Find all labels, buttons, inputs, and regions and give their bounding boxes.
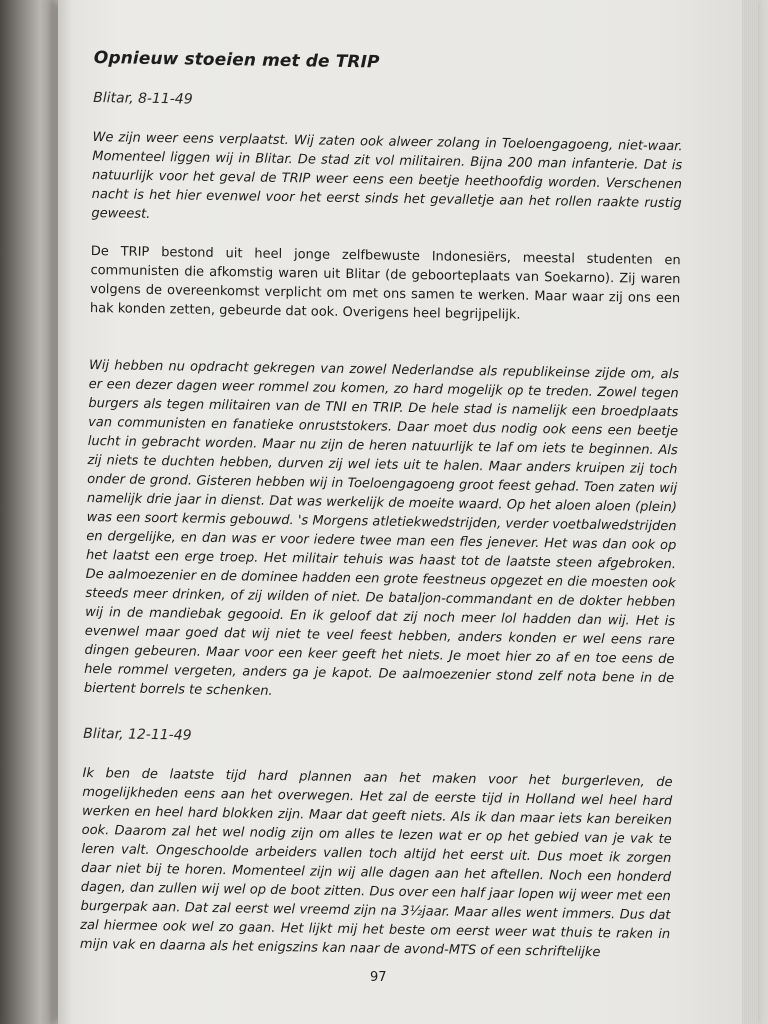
page-edges [742, 0, 758, 1024]
chapter-title: Opnieuw stoeien met de TRIP [93, 48, 380, 73]
entry-date: Blitar, 12-11-49 [83, 725, 192, 744]
page-number: 97 [370, 970, 387, 985]
paragraph: Ik ben de laatste tijd hard plannen aan het maken voor het burgerleven, de mogelijkheden eens aan het overwegen. Het zal de eerste tijd in Holland wel heel hard werken en heel hard blokken zijn. Maar dat geeft niets. Als ik dan maar iets kan bereiken ook. Daarom zal het wel nodig zijn om alles te lezen wat er op het gebied van je vak te leren valt. Ongeschoolde arbeiders vallen toch altijd het eerst uit. Dus moet ik zorgen daar niet bij te horen. Momenteel zijn wij alle dagen aan het aftellen. Noch een honderd dagen, dan zullen wij wel op de boot zitten. Dus over een half jaar lopen wij weer met een burgerpak aan. Dat zal eerst wel vreemd zijn na 3½jaar. Maar alles went immers. Dus dat zal hiermee ook wel zo gaan. Het lijkt mij het beste om eerst weer wat thuis te raken in mijn vak en daarna als het enigszins kan naar de avond-MTS of een schriftelijke [79, 765, 673, 961]
paragraph: Wij hebben nu opdracht gekregen van zowel Nederlandse als republikeinse zijde om, als er een dezer dagen weer rommel zou komen, zo hard mogelijk op te treden. Zowel tegen burgers als tegen militairen van de TNI en TRIP. De hele stad is namelijk een broedplaats van communisten en fanatieke onruststokers. Daar moet dus nodig ook eens een beetje lucht in gebracht worden. Maar nu zijn de heren natuurlijk te laf om iets te beginnen. Als zij niets te duchten hebben, durven zij wel iets uit te halen. Maar anders kruipen zij toch onder de grond. Gisteren hebben wij in Toeloengagoeng groot feest gehad. Toen zaten wij namelijk drie jaar in dienst. Dat was werkelijk de moeite waard. Op het aloen aloen (plein) was een soort kermis gebouwd. 's Morgens atletiekwedstrijden, verder voetbalwedstrijden en dergelijke, en dan was er voor iedere twee man een fles jenever. Het was dan ook op het laatst een erge troep. Het militair tehuis was haast tot de laatste steen afgebroken. De aalmoezenier en de dominee hadden een grote feestneus opgezet en die moesten ook steeds meer drinken, of zij wilden of niet. De bataljon-commandant en de dokter hebben wij in de mandiebak gegooid. En ik geloof dat zij noch meer lol hadden dan wij. Het is evenwel maar goed dat wij niet te veel feest hebben, anders konden er wel eens rare dingen gebeuren. Maar voor een keer geeft het niets. Je moet hier zo af en toe eens de hele rommel vergeten, anders ga je kapot. De aalmoezenier stond zelf nota bene in de biertent borrels te schenken. [83, 357, 680, 699]
book-page [58, 0, 758, 1024]
paragraph: De TRIP bestond uit heel jonge zelfbewuste Indonesiërs, meestal studenten en communisten die afkomstig waren uit Blitar (de geboorteplaats van Soekarno). Zij waren volgens de overeenkomst verplicht om met ons samen te werken. Maar waar zij ons een hak konden zetten, gebeurde dat ook. Overigens heel begrijpelijk. [89, 243, 681, 323]
entry-date: Blitar, 8-11-49 [93, 89, 193, 108]
paragraph: We zijn weer eens verplaatst. Wij zaten ook alweer zolang in Toeloengagoeng, niet-waar. Momenteel liggen wij in Blitar. De stad zit vol militairen. Bijna 200 man infanterie. Dat is natuurlijk voor het geval de TRIP weer eens een beetje heethoofdig worden. Verschenen nacht is het hier evenwel voor het eerst sinds het gevalletje aan het rollen raakte rustig geweest. [91, 129, 683, 222]
page-content [79, 48, 683, 982]
